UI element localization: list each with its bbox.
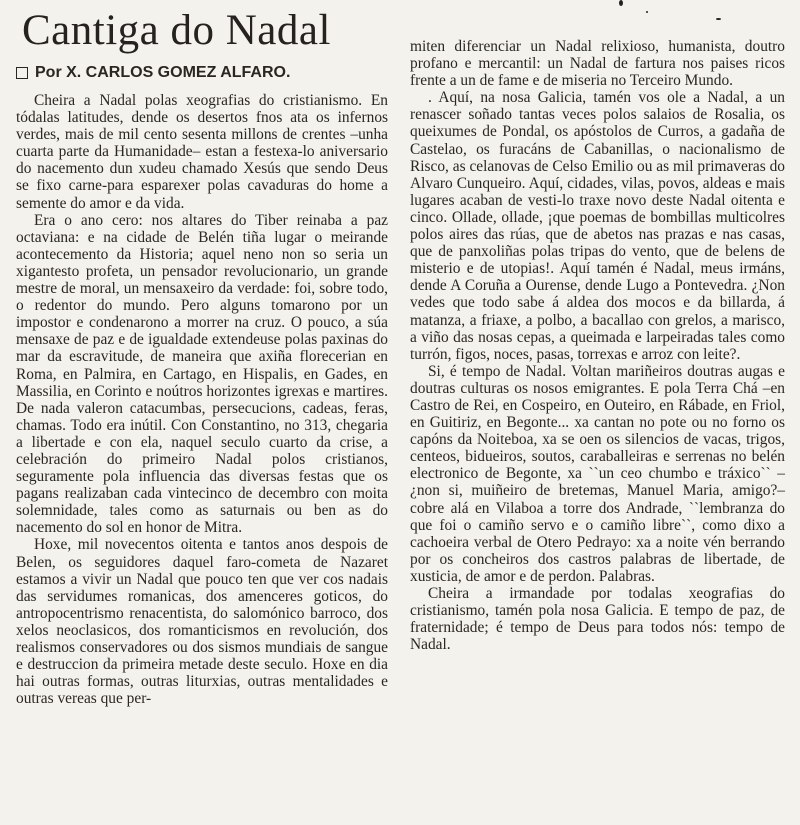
paragraph: Cheira a irmandade por todalas xeografias do cristianismo, tamén pola nosa Galicia. E tempo de paz, de fraternidade; é tempo de Deus para todos nós: tempo de Nadal. [410, 585, 785, 654]
paragraph: miten diferenciar un Nadal relixioso, humanista, doutro profano e mercantil: un Nadal de fartura nos paises ricos frente a un de fame e de miseria no Terceiro Mundo. [410, 38, 785, 90]
ink-speck [646, 11, 648, 13]
paragraph: Cheira a Nadal polas xeografias do cristianismo. En tódalas latitudes, dende os desertos fnos ata os infernos verdes, mais de mil cento sesenta millons de crentes –unha cuarta parte da Humanidade– estan a festexa-lo aniversario do nacemento dun xudeu chamado Xesús que sendo Deus se fixo carne-para esparexer polas cavaduras do home a semente do amor e da vida. [16, 92, 388, 212]
ink-speck [619, 0, 623, 6]
ink-speck [716, 18, 721, 20]
left-column [16, 92, 388, 707]
article-title: Cantiga do Nadal [22, 7, 331, 54]
byline-text: Por X. CARLOS GOMEZ ALFARO. [35, 64, 291, 81]
article-byline [16, 63, 290, 83]
paragraph: Si, é tempo de Nadal. Voltan mariñeiros doutras augas e doutras culturas os nosos emigrantes. E pola Terra Chá –en Castro de Rei, en Cospeiro, en Outeiro, en Rábade, en Friol, en Guitiriz, en Begonte... xa cantan no pote ou no forno os capóns da Noiteboa, xa se oen os silencios de vacas, trigos, centeos, bidueiros, soutos, caraballeiras e serrenas no belén electronico de Begonte, xa ``un ceo chumbo e tráxico`` –¿non si, muiñeiro de bretemas, Manuel Maria, amigo?– cobre alá en Vilaboa a torre dos Andrade, ``lembranza do que foi o camiño servo e o camiño libre``, como dixo a cachoeira verbal de Otero Pedrayo: xa a noite vén berrando por os concheiros dos castros palabras de libertade, de xusticia, de amor e de perdon. Palabras. [410, 362, 785, 585]
bullet-box-icon [16, 67, 28, 79]
paragraph: . Aquí, na nosa Galicia, tamén vos ole a Nadal, a un renascer soñado tantas veces polos salaios de Rosalia, os queixumes de Pondal, os apóstolos de Curros, a gadaña de Castelao, os furacáns de Cabanillas, o nacionalismo de Risco, as celanovas de Celso Emilio ou as mil primaveras do Alvaro Cunqueiro. Aquí, cidades, vilas, povos, aldeas e mais lugares acaban de vesti-lo traxe novo deste Nadal oitenta e cinco. Ollade, ollade, ¡que poemas de bombillas multicolres polos aires das rúas, que de abetos nas prazas e nas casas, que de panxoliñas polas tripas do vento, que de belens de misterio e de utopias!. Aquí tamén é Nadal, meus irmáns, dende A Coruña a Ourense, dende Lugo a Pontevedra. ¿Non vedes que todo sabe á aldea dos mocos e da billarda, á matanza, a friaxe, a polbo, a bacallao con grelos, a marisco, a viño das nosas cepas, a queimada e larpeiradas tales como turrón, figos, noces, pasas, torrexas e arroz con leite?. [410, 89, 785, 363]
right-column [410, 38, 785, 653]
paragraph: Era o ano cero: nos altares do Tiber reinaba a paz octaviana: e na cidade de Belén tiña lugar o meirande acontecemento da Historia; aquel neno non so seria un xigantesto profeta, un pensador revolucionario, un grande mestre de moral, un mensaxeiro da verdade: foi, sobre todo, o redentor do mundo. Pero alguns tomarono por un impostor e condenarono a morrer na cruz. O pouco, a súa mensaxe de paz e de igualdade extendeuse polas paxinas do mar da escravitude, de maneira que axiña florecerian en Roma, en Palmira, en Cartago, en Hispalis, en Gades, en Massilia, en Corinto e noútros horizontes igrexas e martires. De nada valeron catacumbas, persecucions, cadeas, feras, chamas. Todo era inútil. Con Constantino, no 313, chegaria a libertade e con ela, naquel seculo cuarto da crise, a celebración do primeiro Nadal polos cristianos, seguramente pola influencia das diversas festas que os pagans realizaban cada vintecinco de decembro con moita solemnidade, tales como as saturnais ou ben as do nacemento do sol en honor de Mitra. [16, 211, 388, 537]
paragraph: Hoxe, mil novecentos oitenta e tantos anos despois de Belen, os seguidores daquel faro-cometa de Nazaret estamos a vivir un Nadal que pouco ten que ver cos nadais das servidumes romanicas, dos amenceres goticos, do antropocentrismo renacentista, do salomónico barroco, dos xelos neoclasicos, dos romanticismos en revolución, dos realismos conservadores ou dos sismos mundiais de sangue e destruccion da primeira metade deste seculo. Hoxe en dia hai outras formas, outras liturxias, outras mentalidades e outras vereas que per- [16, 536, 388, 708]
